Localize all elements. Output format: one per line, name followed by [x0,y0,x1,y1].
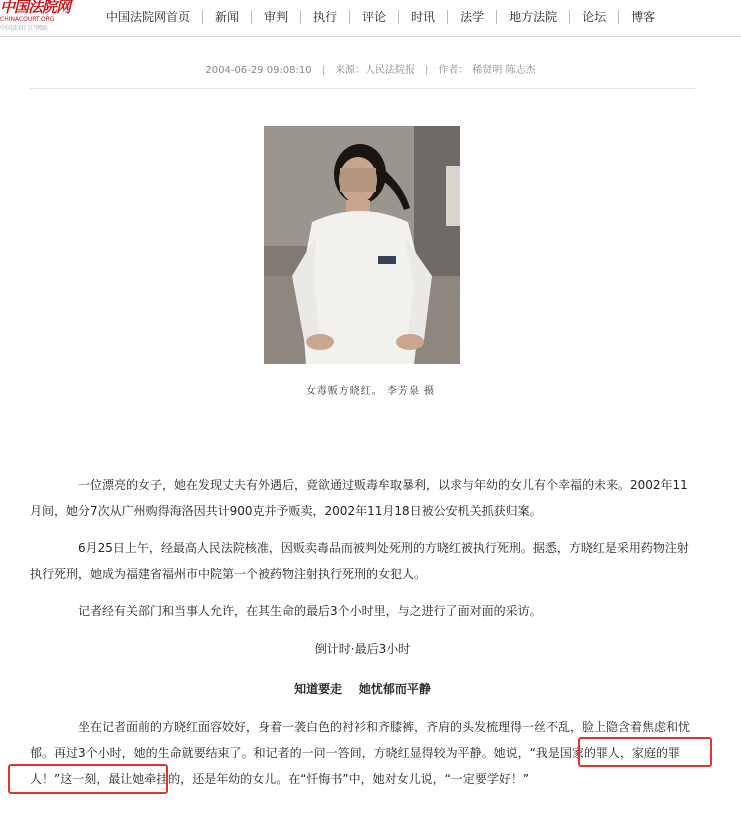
meta-divider-line [30,88,695,89]
site-logo[interactable] [0,0,78,34]
logo-chinese-name: 中国法院网 [0,0,71,16]
article-subheading-section: 知道要走 她忧郁而平静 [294,682,431,696]
nav-forum[interactable]: 论坛 [582,10,607,24]
nav-home[interactable]: 中国法院网首页 [106,10,191,24]
article-author-label: 作者： [438,65,469,76]
meta-divider: | [321,65,326,76]
nav-bulletins[interactable]: 时讯 [411,10,436,24]
article-authors: 稀贤明 陈志杰 [472,65,536,76]
logo-english-name: CHINACOURT.ORG [0,16,55,23]
meta-divider: | [425,65,429,76]
nav-blog[interactable]: 博客 [631,10,656,24]
article-paragraph-2: 6月25日上午，经最高人民法院核准，因贩卖毒品而被判处死刑的方晓红被执行死刑。据悉，方晓红是采用药物注射执行死刑，她成为福建省福州市中院第一个被药物注射执行死刑的女犯人。 [30,541,689,581]
article-paragraph-4: 坐在记者面前的方晓红面容姣好，身着一袭白色的衬衫和齐膝裤，齐肩的头发梳理得一丝不乱，脸上隐含着焦虑和忧郁。再过3个小时，她的生命就要结束了。和记者的一问一答间，方晓红显得较为平静。她说，“我是国家的罪人，家庭的罪人！”这一刻，最让她牵挂的，还是年幼的女儿。在“忏悔书”中，她对女儿说，“一定要学好！” [30,720,691,786]
article-datetime: 2004-06-29 09:08:10 [205,65,312,76]
nav-local-courts[interactable]: 地方法院 [509,10,558,24]
nav-commentary[interactable]: 评论 [362,10,387,24]
highlight-box-quote-end [8,764,168,794]
logo-subtitle: 中国法官门户网站 [0,25,49,32]
woman-photo [264,126,460,364]
article-paragraph-3: 记者经有关部门和当事人允许，在其生命的最后3个小时里，与之进行了面对面的采访。 [78,604,542,618]
nav-news[interactable]: 新闻 [215,10,240,24]
nav-law[interactable]: 法学 [460,10,485,24]
article-paragraph-1: 一位漂亮的女子，她在发现丈夫有外遇后，竟欲通过贩毒牟取暴利，以求与年幼的女儿有个幸福的未来。2002年11月间，她分7次从广州购得海洛因共计900克并予贩卖，2002年11月18日被公安机关抓获归案。 [30,478,688,518]
highlight-box-quote-start [578,737,712,767]
article-meta [0,61,741,76]
article-source: 来源：人民法院报 [335,65,416,76]
article-subheading-countdown: 倒计时·最后3小时 [314,642,411,656]
nav-execution[interactable]: 执行 [313,10,338,24]
main-nav [94,8,667,26]
nav-trial[interactable]: 审判 [264,10,289,24]
photo-illustration [264,126,460,364]
top-navigation-bar [0,0,741,37]
photo-caption: 女毒贩方晓红。 李芳泉 摄 [305,386,436,397]
